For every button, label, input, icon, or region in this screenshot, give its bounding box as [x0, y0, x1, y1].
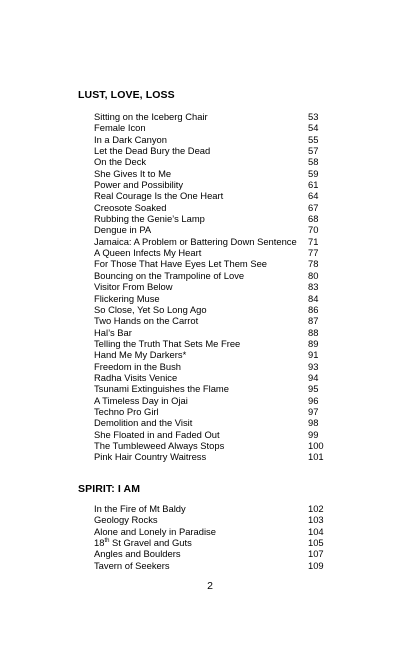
toc-entry-title-text: 18 [94, 537, 105, 549]
toc-entry-title [94, 349, 308, 360]
toc-entry-page-number: 107 [308, 548, 324, 560]
toc-entry-title-text: A Timeless Day in Ojai [94, 394, 188, 406]
toc-entry-title-text: Hand Me My Darkers* [94, 349, 187, 361]
toc-entry [94, 281, 328, 292]
toc-entry-title [94, 202, 308, 213]
toc-entry-page-number: 101 [308, 451, 324, 463]
toc-entry-title [94, 338, 308, 349]
toc-entry-title-text: On the Deck [94, 156, 147, 168]
toc-entry-title [94, 315, 308, 326]
toc-entry-page-number: 95 [308, 383, 319, 395]
toc-entry [94, 236, 328, 247]
toc-entry [94, 361, 328, 372]
toc-entry-title-text: She Gives It to Me [94, 167, 172, 179]
toc-entry-title [94, 548, 308, 559]
toc-entry-page-number: 99 [308, 428, 319, 440]
toc-entry [94, 451, 328, 462]
toc-entry-title [94, 190, 308, 201]
toc-entry-page-number: 86 [308, 303, 319, 315]
toc-entry [94, 349, 328, 360]
toc-entry [94, 270, 328, 281]
toc-entry [94, 383, 328, 394]
toc-entry-title-text: Tavern of Seekers [94, 559, 170, 571]
toc-entry-title [94, 270, 308, 281]
toc-entry [94, 560, 328, 571]
toc-entry [94, 338, 328, 349]
toc-entry-page-number: 93 [308, 360, 319, 372]
toc-entry-title-text: Sitting on the Iceberg Chair [94, 111, 208, 122]
toc-entry-title [94, 537, 308, 548]
toc-entry-title [94, 156, 308, 167]
toc-entry-title [94, 383, 308, 394]
toc-entry-page-number: 71 [308, 235, 319, 247]
toc-entry [94, 417, 328, 428]
toc-entry [94, 537, 328, 548]
toc-entry-title-text: Radha Visits Venice [94, 371, 178, 383]
toc-entry-page-number: 70 [308, 224, 319, 236]
toc-entry-title-superscript: th [104, 538, 110, 545]
section-heading-lust-love-loss: LUST, LOVE, LOSS [78, 89, 175, 101]
toc-entry [94, 224, 328, 235]
toc-entry [94, 179, 328, 190]
toc-entry-title-text: Female Icon [94, 122, 146, 134]
toc-entry-title [94, 560, 308, 571]
toc-entry-page-number: 68 [308, 213, 319, 225]
toc-entry-title [94, 281, 308, 292]
toc-entry [94, 315, 328, 326]
toc-entry-title-text: Two Hands on the Carrot [94, 315, 199, 327]
toc-entry-title-text: Hal’s Bar [94, 326, 132, 338]
toc-entry-page-number: 61 [308, 179, 319, 191]
toc-entry [94, 247, 328, 258]
toc-entry-title-text: Techno Pro Girl [94, 405, 159, 417]
toc-entry [94, 440, 328, 451]
toc-entry-title-text: In a Dark Canyon [94, 133, 167, 145]
toc-entry-title [94, 327, 308, 338]
toc-entry [94, 213, 328, 224]
toc-list-lust-love-loss [94, 111, 328, 463]
toc-entry-page-number: 102 [308, 503, 324, 514]
toc-entry-title-text: For Those That Have Eyes Let Them See [94, 258, 268, 270]
toc-entry-page-number: 96 [308, 394, 319, 406]
toc-entry-page-number: 97 [308, 405, 319, 417]
toc-entry-page-number: 59 [308, 167, 319, 179]
toc-entry-title [94, 451, 308, 462]
toc-entry-title [94, 134, 308, 145]
toc-entry-title [94, 224, 308, 235]
toc-entry-title-text: Demolition and the Visit [94, 417, 193, 429]
toc-entry [94, 258, 328, 269]
toc-entry-title [94, 111, 308, 122]
toc-entry-page-number: 98 [308, 417, 319, 429]
toc-entry [94, 503, 328, 514]
toc-entry-page-number: 89 [308, 337, 319, 349]
toc-entry [94, 327, 328, 338]
toc-entry-page-number: 88 [308, 326, 319, 338]
toc-entry-title [94, 361, 308, 372]
toc-entry-page-number: 78 [308, 258, 319, 270]
toc-entry-title [94, 293, 308, 304]
toc-entry-title [94, 395, 308, 406]
toc-entry-title-text: Geology Rocks [94, 514, 158, 526]
toc-entry-page-number: 80 [308, 269, 319, 281]
toc-entry-page-number: 84 [308, 292, 319, 304]
toc-entry-page-number: 53 [308, 111, 319, 122]
toc-entry-page-number: 105 [308, 537, 324, 549]
toc-entry-title-text: Angles and Boulders [94, 548, 181, 560]
toc-entry-title-text: Rubbing the Genie’s Lamp [94, 213, 205, 225]
toc-entry [94, 202, 328, 213]
toc-entry [94, 293, 328, 304]
toc-entry [94, 548, 328, 559]
toc-entry-title [94, 440, 308, 451]
toc-entry-title-text: The Tumbleweed Always Stops [94, 439, 225, 451]
toc-entry [94, 406, 328, 417]
toc-entry-title [94, 168, 308, 179]
toc-entry-title [94, 526, 308, 537]
toc-entry-title-text: A Queen Infects My Heart [94, 247, 202, 259]
toc-entry [94, 134, 328, 145]
toc-entry [94, 122, 328, 133]
toc-entry-title [94, 236, 308, 247]
toc-entry-title-text: Jamaica: A Problem or Battering Down Sentence [94, 235, 297, 247]
toc-entry-page-number: 109 [308, 559, 324, 571]
toc-entry-page-number: 104 [308, 525, 324, 537]
toc-entry-title [94, 406, 308, 417]
toc-entry [94, 111, 328, 122]
toc-entry [94, 304, 328, 315]
toc-entry-title-text: Pink Hair Country Waitress [94, 451, 207, 463]
toc-entry [94, 190, 328, 201]
toc-entry-title-rest: St Gravel and Guts [109, 537, 192, 549]
toc-entry [94, 395, 328, 406]
toc-entry-title [94, 514, 308, 525]
toc-entry-title [94, 258, 308, 269]
toc-entry [94, 526, 328, 537]
toc-entry-title [94, 503, 308, 514]
toc-entry-page-number: 77 [308, 247, 319, 259]
toc-entry-title [94, 213, 308, 224]
toc-entry-title-text: Power and Possibility [94, 179, 184, 191]
toc-entry-title-text: Telling the Truth That Sets Me Free [94, 337, 241, 349]
toc-entry-title-text: Tsunami Extinguishes the Flame [94, 383, 229, 395]
toc-entry [94, 156, 328, 167]
toc-entry-title-text: Alone and Lonely in Paradise [94, 525, 216, 537]
toc-entry-page-number: 87 [308, 315, 319, 327]
toc-entry-page-number: 57 [308, 145, 319, 157]
toc-entry-page-number: 94 [308, 371, 319, 383]
toc-entry-title-text: Creosote Soaked [94, 201, 167, 213]
toc-entry-title-text: Visitor From Below [94, 281, 173, 293]
toc-entry [94, 514, 328, 525]
toc-entry-page-number: 83 [308, 281, 319, 293]
toc-entry-page-number: 64 [308, 190, 319, 202]
toc-entry-title-text: Let the Dead Bury the Dead [94, 145, 211, 157]
toc-entry-title-text: Real Courage Is the One Heart [94, 190, 224, 202]
toc-entry-page-number: 58 [308, 156, 319, 168]
toc-entry-page-number: 54 [308, 122, 319, 134]
toc-entry-page-number: 91 [308, 349, 319, 361]
toc-entry-title-text: Freedom in the Bush [94, 360, 182, 372]
toc-entry-title [94, 122, 308, 133]
toc-entry-title-text: Dengue in PA [94, 224, 152, 236]
toc-entry-page-number: 100 [308, 439, 324, 451]
toc-entry-title [94, 417, 308, 428]
page-number: 2 [207, 580, 213, 592]
toc-entry-title [94, 247, 308, 258]
toc-entry [94, 145, 328, 156]
toc-list-spirit-i-am [94, 503, 328, 571]
toc-entry-title-text: So Close, Yet So Long Ago [94, 303, 207, 315]
toc-entry-title-text: Flickering Muse [94, 292, 160, 304]
toc-entry-title-text: She Floated in and Faded Out [94, 428, 220, 440]
toc-entry-page-number: 55 [308, 133, 319, 145]
toc-entry [94, 372, 328, 383]
toc-entry-title [94, 179, 308, 190]
toc-entry-title-text: In the Fire of Mt Baldy [94, 503, 186, 514]
toc-entry-title [94, 429, 308, 440]
toc-entry-title-text: Bouncing on the Trampoline of Love [94, 269, 245, 281]
toc-entry-title [94, 145, 308, 156]
toc-entry-page-number: 103 [308, 514, 324, 526]
toc-entry [94, 168, 328, 179]
section-heading-spirit-i-am: SPIRIT: I AM [78, 483, 141, 495]
toc-entry-title [94, 372, 308, 383]
toc-entry-title [94, 304, 308, 315]
toc-entry-page-number: 67 [308, 201, 319, 213]
toc-entry [94, 429, 328, 440]
